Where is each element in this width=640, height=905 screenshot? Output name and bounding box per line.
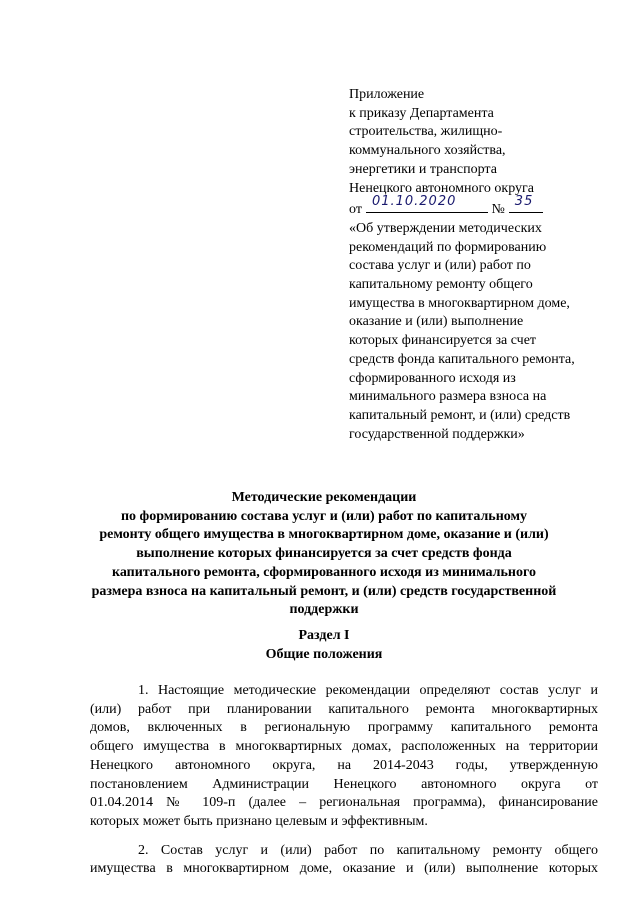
order-date-number-line	[349, 193, 611, 220]
title-line: ремонту общего имущества в многоквартирном доме, оказание и (или)	[99, 527, 549, 543]
handwritten-date: 01.10.2020	[371, 193, 457, 209]
subject-line: капитальному ремонту общего	[349, 277, 533, 293]
appendix-line: к приказу Департамента	[349, 105, 494, 121]
subject-line: средств фонда капитального ремонта,	[349, 351, 575, 367]
paragraph-line: которых может быть признано целевым и эффективным.	[90, 813, 428, 829]
appendix-line: энергетики и транспорта	[349, 161, 497, 177]
paragraph-line: 2. Состав услуг и (или) работ по капитальному ремонту общего	[138, 842, 598, 858]
subject-line: рекомендаций по формированию	[349, 239, 547, 255]
body-text	[90, 682, 598, 879]
subject-line: минимального размера взноса на	[349, 389, 547, 405]
paragraph-line: общего имущества в многоквартирных домах, расположенных на территории	[90, 739, 598, 755]
section-number: Раздел I	[298, 628, 350, 643]
appendix-line: коммунального хозяйства,	[349, 143, 506, 159]
number-prefix: №	[491, 202, 505, 218]
section-heading	[62, 627, 586, 664]
paragraph-line: 01.04.2014 № 109-п (далее – региональная программа), финансирование	[90, 795, 598, 811]
title-line: по формированию состава услуг и (или) работ по капитальному	[120, 508, 528, 524]
date-prefix: от	[349, 202, 362, 218]
paragraph-line: постановлением Администрации Ненецкого автономного округа от	[90, 776, 598, 792]
subject-line: «Об утверждении методических	[349, 220, 542, 236]
paragraph-line: имущества в многоквартирном доме, оказание и (или) выполнение которых	[90, 861, 598, 877]
appendix-line: Приложение	[349, 87, 425, 102]
subject-line: состава услуг и (или) работ по	[349, 258, 531, 274]
paragraph-line: домов, включенных в региональную программу капитального ремонта	[90, 720, 598, 736]
paragraph-line: (или) работ при планировании капитального ремонта многоквартирных	[90, 701, 598, 717]
title-line: выполнение которых финансируется за счет средств фонда	[136, 546, 512, 562]
subject-line: капитальный ремонт, и (или) средств	[349, 407, 571, 423]
title-line: Методические рекомендации	[231, 490, 417, 505]
number-blank	[509, 193, 543, 213]
handwritten-number: 35	[514, 193, 534, 209]
document-title	[62, 489, 586, 620]
paragraph-line: Ненецкого автономного округа, на 2014-2043 годы, утвержденную	[90, 757, 598, 773]
title-line: поддержки	[289, 602, 359, 618]
paragraph-line: 1. Настоящие методические рекомендации определяют состав услуг и	[138, 683, 598, 698]
subject-line: имущества в многоквартирном доме,	[349, 295, 570, 311]
title-line: размера взноса на капитальный ремонт, и (или) средств государственной	[91, 583, 557, 599]
subject-line: государственной поддержки»	[349, 426, 525, 442]
appendix-line: строительства, жилищно-	[349, 124, 503, 140]
subject-line: оказание и (или) выполнение	[349, 314, 524, 330]
title-line: капитального ремонта, сформированного исходя из минимального	[112, 564, 536, 580]
appendix-block	[349, 86, 611, 444]
subject-line: сформированного исходя из	[349, 370, 516, 386]
appendix-line: Ненецкого автономного округа	[349, 180, 534, 196]
section-name: Общие положения	[265, 646, 383, 662]
subject-line: которых финансируется за счет	[349, 333, 537, 349]
date-blank	[366, 193, 488, 213]
